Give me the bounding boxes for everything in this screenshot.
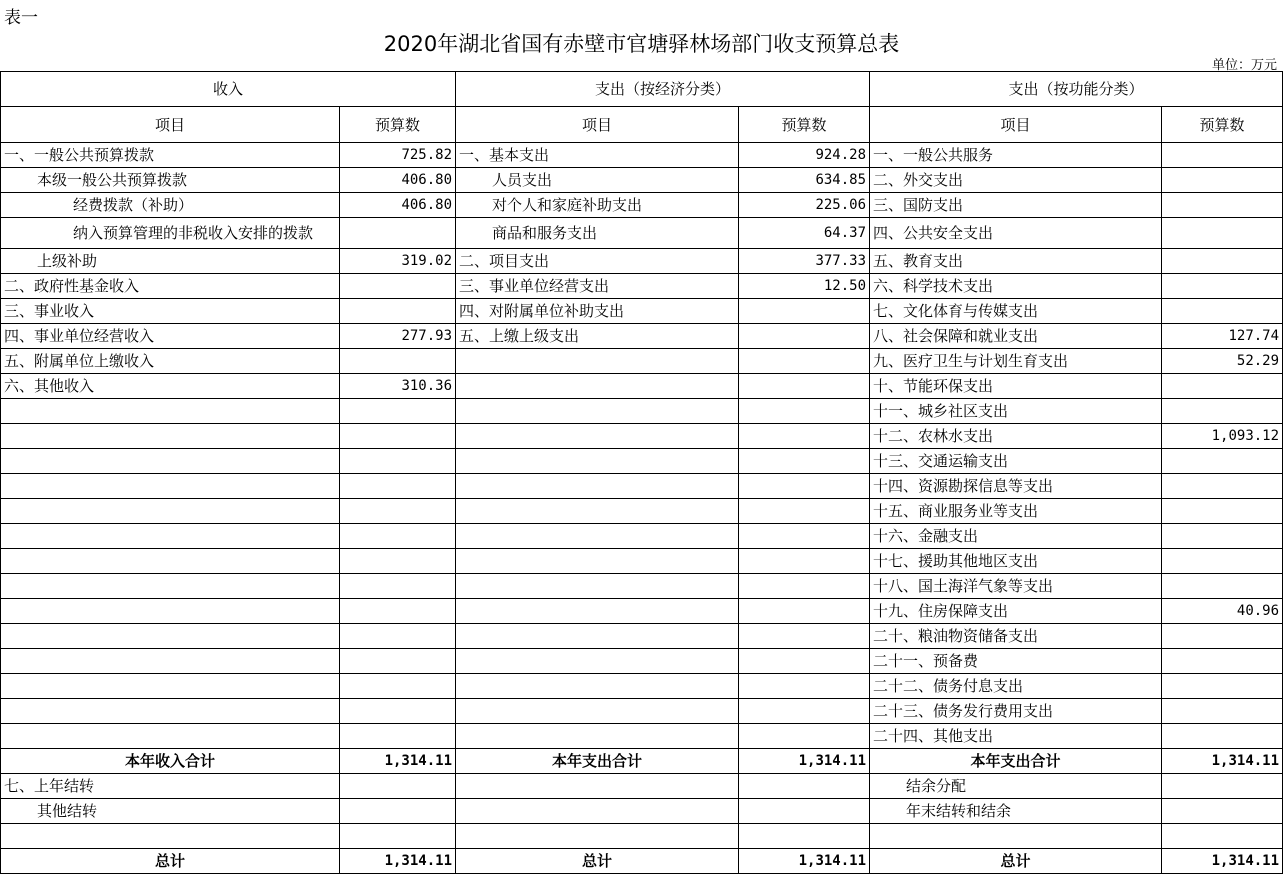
income-item [1,399,340,424]
table-row [1,374,1283,399]
func-amount [1162,624,1283,649]
income-item [1,574,340,599]
func-amount [1162,724,1283,749]
income-amount [340,299,456,324]
func-amount [1162,674,1283,699]
income-amount [340,549,456,574]
econ-amount: 634.85 [739,168,870,193]
income-amount [340,649,456,674]
econ-item [456,374,739,399]
table-row [1,299,1283,324]
table-row [1,499,1283,524]
func-item: 二十三、债务发行费用支出 [870,699,1162,724]
func-item: 十五、商业服务业等支出 [870,499,1162,524]
income-amount [340,774,456,799]
table-row [1,774,1283,799]
econ-amount [739,774,870,799]
econ-subtotal-label: 本年支出合计 [456,749,739,774]
income-item [1,474,340,499]
func-amount [1162,143,1283,168]
econ-item [456,774,739,799]
func-amount [1162,549,1283,574]
econ-item: 人员支出 [456,168,739,193]
econ-total-label: 总计 [456,849,739,874]
econ-item [456,549,739,574]
econ-item [456,474,739,499]
income-item [1,524,340,549]
income-total-label: 总计 [1,849,340,874]
income-item: 经费拨款（补助） [1,193,340,218]
econ-amount: 12.50 [739,274,870,299]
func-amount: 1,093.12 [1162,424,1283,449]
econ-item: 四、对附属单位补助支出 [456,299,739,324]
econ-item [456,724,739,749]
func-amount [1162,193,1283,218]
income-item [1,699,340,724]
table-label: 表一 [4,8,38,28]
table-row [1,674,1283,699]
income-item: 五、附属单位上缴收入 [1,349,340,374]
income-amount [340,699,456,724]
income-item [1,499,340,524]
table-row [1,168,1283,193]
func-total-label: 总计 [870,849,1162,874]
econ-amount [739,574,870,599]
econ-amount [739,799,870,824]
econ-subtotal-value: 1,314.11 [739,749,870,774]
func-subtotal-label: 本年支出合计 [870,749,1162,774]
table-row [1,143,1283,168]
func-amount-header: 预算数 [1162,107,1283,143]
func-item: 一、一般公共服务 [870,143,1162,168]
income-amount [340,674,456,699]
income-amount: 406.80 [340,193,456,218]
table-row [1,424,1283,449]
header-row-columns [1,107,1283,143]
income-amount [340,799,456,824]
econ-item: 对个人和家庭补助支出 [456,193,739,218]
income-item: 三、事业收入 [1,299,340,324]
econ-item [456,499,739,524]
func-item: 二十一、预备费 [870,649,1162,674]
income-amount: 277.93 [340,324,456,349]
income-amount [340,599,456,624]
econ-amount [739,824,870,849]
econ-item [456,574,739,599]
func-item: 二十四、其他支出 [870,724,1162,749]
econ-amount [739,549,870,574]
econ-item: 商品和服务支出 [456,218,739,249]
page-title: 2020年湖北省国有赤壁市官塘驿林场部门收支预算总表 [383,32,900,56]
table-row [1,218,1283,249]
income-amount: 319.02 [340,249,456,274]
income-amount [340,449,456,474]
func-amount [1162,699,1283,724]
econ-amount [739,374,870,399]
econ-amount [739,449,870,474]
income-item [1,449,340,474]
func-amount [1162,799,1283,824]
func-item: 十七、援助其他地区支出 [870,549,1162,574]
econ-amount-header: 预算数 [739,107,870,143]
expense-econ-header: 支出（按经济分类） [456,72,870,107]
income-amount [340,424,456,449]
func-item: 十四、资源勘探信息等支出 [870,474,1162,499]
func-amount [1162,574,1283,599]
income-header: 收入 [1,72,456,107]
func-amount [1162,774,1283,799]
func-item: 四、公共安全支出 [870,218,1162,249]
econ-amount: 225.06 [739,193,870,218]
income-subtotal-label: 本年收入合计 [1,749,340,774]
econ-amount [739,524,870,549]
income-total-value: 1,314.11 [340,849,456,874]
func-amount [1162,449,1283,474]
func-item: 七、文化体育与传媒支出 [870,299,1162,324]
income-item: 四、事业单位经营收入 [1,324,340,349]
income-amount [340,399,456,424]
income-amount [340,724,456,749]
econ-item [456,799,739,824]
table-row [1,624,1283,649]
table-row [1,474,1283,499]
func-amount [1162,524,1283,549]
income-amount [340,274,456,299]
econ-item [456,649,739,674]
income-amount [340,499,456,524]
func-amount: 127.74 [1162,324,1283,349]
income-amount [340,349,456,374]
func-item: 十、节能环保支出 [870,374,1162,399]
income-amount: 310.36 [340,374,456,399]
func-amount [1162,274,1283,299]
func-item: 九、医疗卫生与计划生育支出 [870,349,1162,374]
func-item: 年末结转和结余 [870,799,1162,824]
table-row [1,699,1283,724]
budget-table [0,71,1283,874]
func-amount: 40.96 [1162,599,1283,624]
econ-amount [739,599,870,624]
econ-amount [739,674,870,699]
func-item: 十一、城乡社区支出 [870,399,1162,424]
func-item: 结余分配 [870,774,1162,799]
func-item: 十八、国土海洋气象等支出 [870,574,1162,599]
econ-item [456,674,739,699]
income-item [1,424,340,449]
table-row [1,249,1283,274]
expense-func-header: 支出（按功能分类） [870,72,1283,107]
income-item: 一、一般公共预算拨款 [1,143,340,168]
econ-item [456,824,739,849]
table-row [1,274,1283,299]
econ-total-value: 1,314.11 [739,849,870,874]
income-amount [340,824,456,849]
income-amount [340,218,456,249]
func-amount [1162,399,1283,424]
table-row [1,449,1283,474]
func-amount [1162,249,1283,274]
header-row-sections [1,72,1283,107]
table-row [1,599,1283,624]
income-amount-header: 预算数 [340,107,456,143]
table-row [1,524,1283,549]
econ-amount [739,499,870,524]
func-item: 六、科学技术支出 [870,274,1162,299]
econ-amount [739,349,870,374]
table-row [1,349,1283,374]
func-item [870,824,1162,849]
table-row [1,824,1283,849]
table-row [1,193,1283,218]
func-amount [1162,168,1283,193]
income-subtotal-value: 1,314.11 [340,749,456,774]
func-amount [1162,218,1283,249]
table-row [1,799,1283,824]
func-amount [1162,649,1283,674]
income-item: 其他结转 [1,799,340,824]
econ-item: 五、上缴上级支出 [456,324,739,349]
func-item: 五、教育支出 [870,249,1162,274]
econ-item: 二、项目支出 [456,249,739,274]
income-item [1,549,340,574]
econ-amount [739,474,870,499]
income-item: 二、政府性基金收入 [1,274,340,299]
income-amount: 406.80 [340,168,456,193]
func-amount [1162,374,1283,399]
income-item [1,599,340,624]
table-row [1,549,1283,574]
table-row [1,724,1283,749]
income-item: 七、上年结转 [1,774,340,799]
income-amount: 725.82 [340,143,456,168]
func-subtotal-value: 1,314.11 [1162,749,1283,774]
table-row [1,649,1283,674]
econ-item [456,524,739,549]
income-amount [340,474,456,499]
econ-item [456,599,739,624]
func-item: 十六、金融支出 [870,524,1162,549]
income-item [1,649,340,674]
func-item: 八、社会保障和就业支出 [870,324,1162,349]
econ-item [456,699,739,724]
func-item-header: 项目 [870,107,1162,143]
func-amount [1162,299,1283,324]
func-amount: 52.29 [1162,349,1283,374]
econ-amount [739,649,870,674]
func-item: 十二、农林水支出 [870,424,1162,449]
total-row [1,849,1283,874]
func-item: 十九、住房保障支出 [870,599,1162,624]
econ-amount [739,624,870,649]
unit-label: 单位：万元 [1211,58,1277,73]
econ-item [456,399,739,424]
income-amount [340,624,456,649]
table-row [1,399,1283,424]
income-amount [340,524,456,549]
func-amount [1162,474,1283,499]
income-item: 本级一般公共预算拨款 [1,168,340,193]
econ-item [456,349,739,374]
func-total-value: 1,314.11 [1162,849,1283,874]
subtotal-row [1,749,1283,774]
income-item: 纳入预算管理的非税收入安排的拨款 [1,218,340,249]
income-item: 六、其他收入 [1,374,340,399]
econ-item [456,449,739,474]
func-item: 二、外交支出 [870,168,1162,193]
income-amount [340,574,456,599]
func-item: 三、国防支出 [870,193,1162,218]
econ-amount [739,299,870,324]
income-item-header: 项目 [1,107,340,143]
income-item [1,724,340,749]
econ-amount: 64.37 [739,218,870,249]
income-item: 上级补助 [1,249,340,274]
econ-amount [739,699,870,724]
econ-amount [739,399,870,424]
econ-item-header: 项目 [456,107,739,143]
econ-item [456,424,739,449]
func-item: 十三、交通运输支出 [870,449,1162,474]
table-row [1,574,1283,599]
econ-item: 三、事业单位经营支出 [456,274,739,299]
func-item: 二十二、债务付息支出 [870,674,1162,699]
econ-amount: 377.33 [739,249,870,274]
econ-amount: 924.28 [739,143,870,168]
func-amount [1162,499,1283,524]
table-row [1,324,1283,349]
econ-amount [739,724,870,749]
econ-amount [739,424,870,449]
income-item [1,824,340,849]
econ-amount [739,324,870,349]
econ-item: 一、基本支出 [456,143,739,168]
income-item [1,674,340,699]
econ-item [456,624,739,649]
func-amount [1162,824,1283,849]
income-item [1,624,340,649]
func-item: 二十、粮油物资储备支出 [870,624,1162,649]
